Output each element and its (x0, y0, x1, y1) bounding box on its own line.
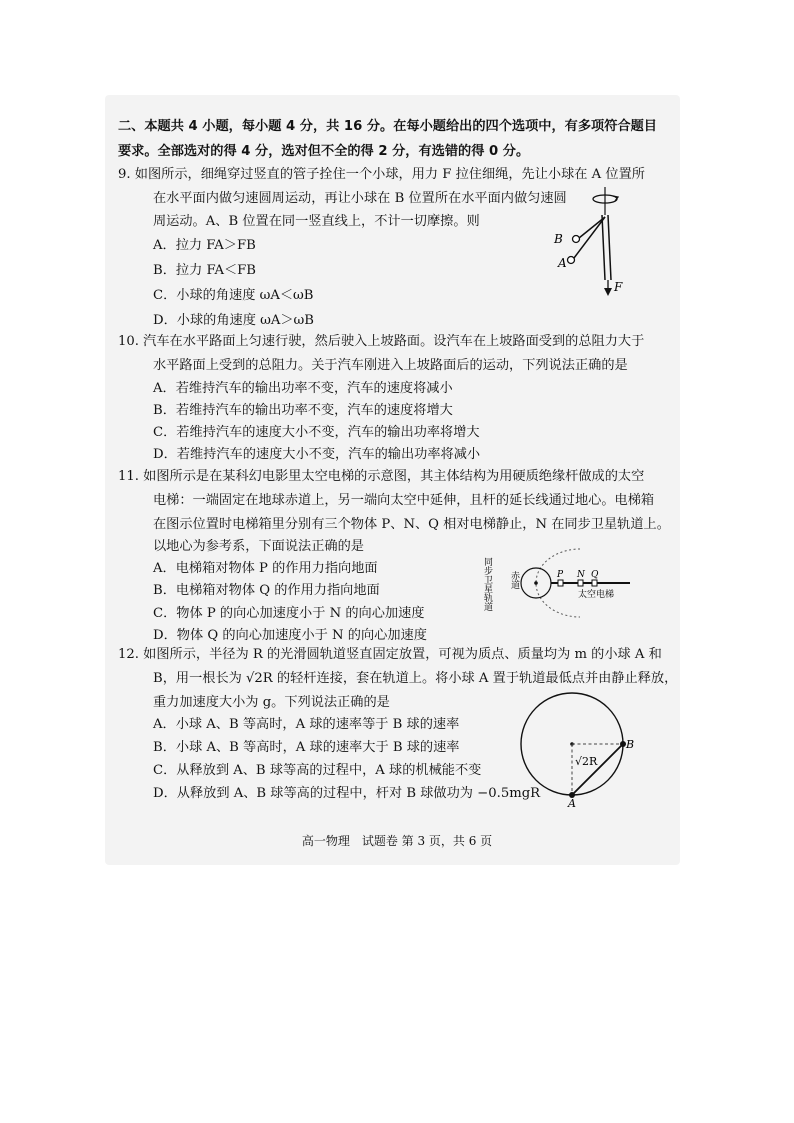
q11-option-b: B．电梯箱对物体 Q 的作用力指向地面 (153, 583, 380, 598)
label-b: B (626, 738, 635, 751)
q9-figure (550, 185, 640, 300)
q10-option-d: D．若维持汽车的速度大小不变，汽车的输出功率将减小 (153, 447, 481, 462)
q10-stem-line1: 10. 汽车在水平路面上匀速行驶，然后驶入上坡路面。设汽车在上坡路面受到的总阻力大于 (118, 334, 645, 349)
object-p (558, 580, 563, 586)
q12-option-c: C．从释放到 A、B 球等高的过程中，A 球的机械能不变 (153, 763, 482, 778)
object-n (578, 580, 583, 586)
label-n: N (577, 570, 585, 580)
q12-stem-line3: 重力加速度大小为 g。下列说法正确的是 (153, 695, 390, 710)
rod-length-label: √2R (575, 755, 598, 768)
orbit-label: 同步卫星轨道 (482, 557, 492, 611)
q9-option-d: D．小球的角速度 ωA＞ωB (153, 313, 314, 328)
ball-b (573, 236, 580, 243)
q11-stem-line3: 在图示位置时电梯箱里分别有三个物体 P、N、Q 相对电梯静止，N 在同步卫星轨道上。 (153, 517, 670, 532)
q11-stem-line2: 电梯：一端固定在地球赤道上，另一端向太空中延伸，且杆的延长线通过地心。电梯箱 (153, 493, 655, 508)
q11-stem-line4: 以地心为参考系，下面说法正确的是 (153, 539, 364, 554)
object-q (592, 580, 597, 586)
q12-stem-line2: B，用一根长为 √2R 的轻杆连接，套在轨道上。将小球 A 置于轨道最低点并由静止释放， (153, 671, 678, 686)
force-arrow-icon (604, 288, 612, 296)
q12-option-b: B．小球 A、B 等高时，A 球的速率大于 B 球的速率 (153, 740, 460, 755)
light-rod (572, 744, 623, 795)
q9-stem-line2: 在水平面内做匀速圆周运动，再让小球在 B 位置所在水平面内做匀速圆 (153, 191, 567, 206)
q10-option-a: A．若维持汽车的输出功率不变，汽车的速度将减小 (153, 381, 453, 396)
label-q: Q (591, 570, 599, 580)
label-b: B (554, 232, 563, 246)
label-p: P (557, 570, 564, 580)
q10-option-c: C．若维持汽车的速度大小不变，汽车的输出功率将增大 (153, 425, 480, 440)
q11-figure (482, 543, 642, 623)
q12-stem-line1: 12. 如图所示，半径为 R 的光滑圆轨道竖直固定放置，可视为质点、质量均为 m 的小球 A 和 (118, 647, 662, 662)
q11-option-a: A．电梯箱对物体 P 的作用力指向地面 (153, 561, 378, 576)
label-a: A (568, 797, 576, 810)
elevator-label: 太空电梯 (578, 590, 615, 600)
tube (602, 215, 611, 280)
q10-stem-line2: 水平路面上受到的总阻力。关于汽车刚进入上坡路面后的运动，下列说法正确的是 (153, 358, 628, 373)
q9-option-a: A．拉力 FA＞FB (153, 238, 256, 253)
q11-option-c: C．物体 P 的向心加速度小于 N 的向心加速度 (153, 606, 425, 621)
q9-option-b: B．拉力 FA＜FB (153, 263, 257, 278)
label-f: F (614, 280, 623, 294)
q9-stem-line1: 9. 如图所示，细绳穿过竖直的管子拴住一个小球，用力 F 拉住细绳，先让小球在 A 位置所 (118, 167, 645, 182)
q11-stem-line1: 11. 如图所示是在某科幻电影里太空电梯的示意图，其主体结构为用硬质绝缘杆做成的太空 (118, 469, 645, 484)
q12-option-a: A．小球 A、B 等高时，A 球的速率等于 B 球的速率 (153, 717, 460, 732)
q11-option-d: D．物体 Q 的向心加速度小于 N 的向心加速度 (153, 628, 427, 643)
earth-center (534, 581, 538, 585)
q9-option-c: C．小球的角速度 ωA＜ωB (153, 288, 314, 303)
section-header-line2: 要求。全部选对的得 4 分，选对但不全的得 2 分，有选错的得 0 分。 (118, 144, 530, 159)
page-footer: 高一物理 试题卷 第 3 页，共 6 页 (301, 834, 493, 848)
label-a: A (558, 256, 567, 270)
ball-a (568, 257, 575, 264)
section-header-line1: 二、本题共 4 小题，每小题 4 分，共 16 分。在每小题给出的四个选项中，有多项符合题目 (118, 119, 657, 134)
equator-label: 赤道 (509, 571, 519, 589)
q10-option-b: B．若维持汽车的输出功率不变，汽车的速度将增大 (153, 403, 453, 418)
q12-figure (518, 690, 646, 810)
q12-option-d: D．从释放到 A、B 球等高的过程中，杆对 B 球做功为 −0.5mgR (153, 786, 541, 801)
q9-stem-line3: 周运动。A、B 位置在同一竖直线上，不计一切摩擦。则 (153, 214, 480, 229)
